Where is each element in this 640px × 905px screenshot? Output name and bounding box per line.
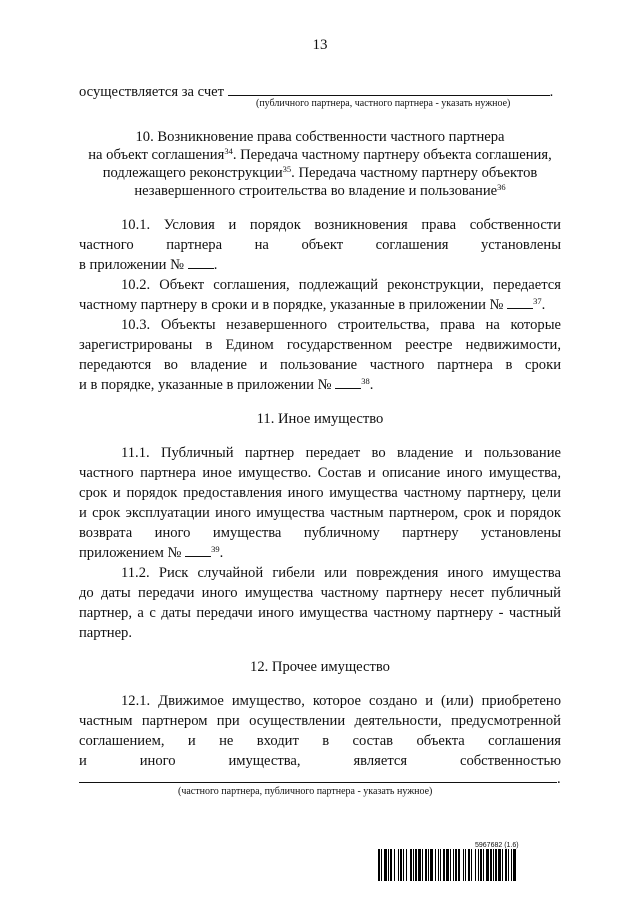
- paragraph-10-2-line: 10.2. Объект соглашения, подлежащий реконструкции, передается: [121, 277, 561, 293]
- barcode-bar: [398, 849, 399, 881]
- paragraph-12-1-line: и иного имущества, является собственностью: [79, 753, 561, 769]
- barcode-bar: [413, 849, 414, 881]
- ownership-note: (частного партнера, публичного партнера - указать нужное): [178, 786, 433, 797]
- blank-field: [185, 545, 211, 557]
- barcode-bar: [443, 849, 445, 881]
- section-12-title: 12. Прочее имущество: [250, 659, 390, 675]
- barcode-bar: [394, 849, 395, 881]
- barcode-bar: [418, 849, 421, 881]
- barcode-bar: [475, 849, 476, 881]
- paragraph-11-1-line: и срок эксплуатации иного имущества частным партнером, срок и порядок: [79, 505, 561, 521]
- funding-line: осуществляется за счет .: [79, 84, 554, 100]
- paragraph-11-2-line: 11.2. Риск случайной гибели или повреждения иного имущества: [121, 565, 561, 581]
- barcode-bar: [390, 849, 392, 881]
- footnote-ref: 38: [361, 376, 370, 386]
- barcode-bar: [471, 849, 472, 881]
- paragraph-11-2-line: партнер.: [79, 625, 133, 641]
- paragraph-12-1-line: соглашением, и не входит в состав объекта соглашения: [79, 733, 561, 749]
- funding-note: (публичного партнера, частного партнера - указать нужное): [256, 98, 511, 109]
- paragraph-10-2-line: частному партнеру в сроки и в порядке, указанные в приложении № $^{37}$.: [79, 296, 546, 313]
- section-10-title-line-2: на объект соглашения$^{34}$. Передача частному партнеру объекта соглашения,: [88, 146, 552, 163]
- barcode-bar: [468, 849, 470, 881]
- barcode-bar: [425, 849, 427, 881]
- barcode-icon: [378, 849, 566, 881]
- barcode-bar: [498, 849, 501, 881]
- barcode-bar: [378, 849, 380, 881]
- barcode-bar: [384, 849, 387, 881]
- barcode-bar: [483, 849, 484, 881]
- barcode-bar: [435, 849, 436, 881]
- paragraph-12-1-line: 12.1. Движимое имущество, которое создано и (или) приобретено: [121, 693, 561, 709]
- blank-line-end: .: [557, 771, 561, 787]
- barcode-caption: 5967682 (1.6): [475, 842, 519, 849]
- paragraph-10-3-line: передаются во владение и пользование частного партнера в сроки: [79, 357, 561, 373]
- paragraph-11-2-line: партнер, а с даты передачи иного имущества частному партнеру - частный: [79, 605, 561, 621]
- section-11-title: 11. Иное имущество: [256, 411, 384, 427]
- barcode-bar: [440, 849, 441, 881]
- barcode-bar: [480, 849, 482, 881]
- barcode-bar: [415, 849, 417, 881]
- barcode-bar: [455, 849, 457, 881]
- paragraph-12-1-line: частным партнером при осуществлении деятельности, предусмотренной: [79, 713, 561, 729]
- section-10-title-line-4: незавершенного строительства во владение и пользование$^{36}$: [134, 182, 506, 199]
- footnote-ref: 39: [211, 544, 220, 554]
- barcode-bar: [446, 849, 449, 881]
- paragraph-10-3-line: и в порядке, указанные в приложении № $^{38}$.: [79, 376, 374, 393]
- paragraph-10-1-line: 10.1. Условия и порядок возникновения права собственности: [121, 217, 561, 233]
- barcode-bar: [453, 849, 454, 881]
- paragraph-11-1-line: приложением № $^{39}$.: [79, 544, 224, 561]
- barcode-bar: [465, 849, 466, 881]
- paragraph-10-1-line: частного партнера на объект соглашения установлены: [79, 237, 561, 253]
- barcode-bar: [505, 849, 507, 881]
- blank-field: [228, 84, 550, 96]
- barcode-bar: [493, 849, 494, 881]
- barcode-bar: [410, 849, 412, 881]
- footnote-ref: 37: [533, 296, 542, 306]
- barcode-bar: [458, 849, 460, 881]
- paragraph-11-1-line: частного партнера иное имущество. Состав и описание иного имущества,: [79, 465, 561, 481]
- blank-field: [507, 297, 533, 309]
- footnote-ref: 34: [224, 146, 233, 156]
- paragraph-11-2-line: до даты передачи иного имущества частному партнеру несет публичный: [79, 585, 561, 601]
- barcode-bar: [450, 849, 451, 881]
- barcode-bar: [511, 849, 512, 881]
- barcode-bar: [428, 849, 429, 881]
- footnote-ref: 35: [282, 164, 292, 174]
- barcode-bar: [438, 849, 439, 881]
- barcode-bar: [490, 849, 492, 881]
- page-number: 13: [312, 37, 328, 53]
- barcode-bar: [513, 849, 516, 881]
- barcode-bar: [502, 849, 503, 881]
- section-10-title-line-3: подлежащего реконструкции$^{35}$. Передача частному партнеру объектов: [102, 164, 538, 181]
- barcode-bar: [400, 849, 402, 881]
- barcode-bar: [430, 849, 433, 881]
- paragraph-11-1-line: 11.1. Публичный партнер передает во владение и пользование: [121, 445, 561, 461]
- paragraph-11-1-line: возврата иного имущества публичному партнеру установлены: [79, 525, 561, 541]
- barcode-bar: [388, 849, 389, 881]
- barcode-bar: [486, 849, 489, 881]
- barcode-bar: [495, 849, 497, 881]
- barcode-bar: [508, 849, 509, 881]
- blank-field: [335, 377, 361, 389]
- barcode-bar: [422, 849, 423, 881]
- paragraph-10-1-line: в приложении № .: [79, 257, 218, 273]
- barcode-bar: [406, 849, 407, 881]
- blank-line: [79, 782, 557, 783]
- barcode-bar: [381, 849, 382, 881]
- footnote-ref: 36: [497, 182, 506, 192]
- paragraph-10-3-line: зарегистрированы в Едином государственном реестре недвижимости,: [79, 337, 561, 353]
- paragraph-11-1-line: срок и порядок предоставления иного имущества частному партнеру, цели: [79, 485, 561, 501]
- section-10-title-line-1: 10. Возникновение права собственности частного партнера: [135, 129, 505, 145]
- barcode-bar: [478, 849, 479, 881]
- blank-field: [188, 257, 214, 269]
- barcode-bar: [463, 849, 464, 881]
- paragraph-10-3-line: 10.3. Объекты незавершенного строительства, права на которые: [121, 317, 561, 333]
- barcode-bar: [403, 849, 404, 881]
